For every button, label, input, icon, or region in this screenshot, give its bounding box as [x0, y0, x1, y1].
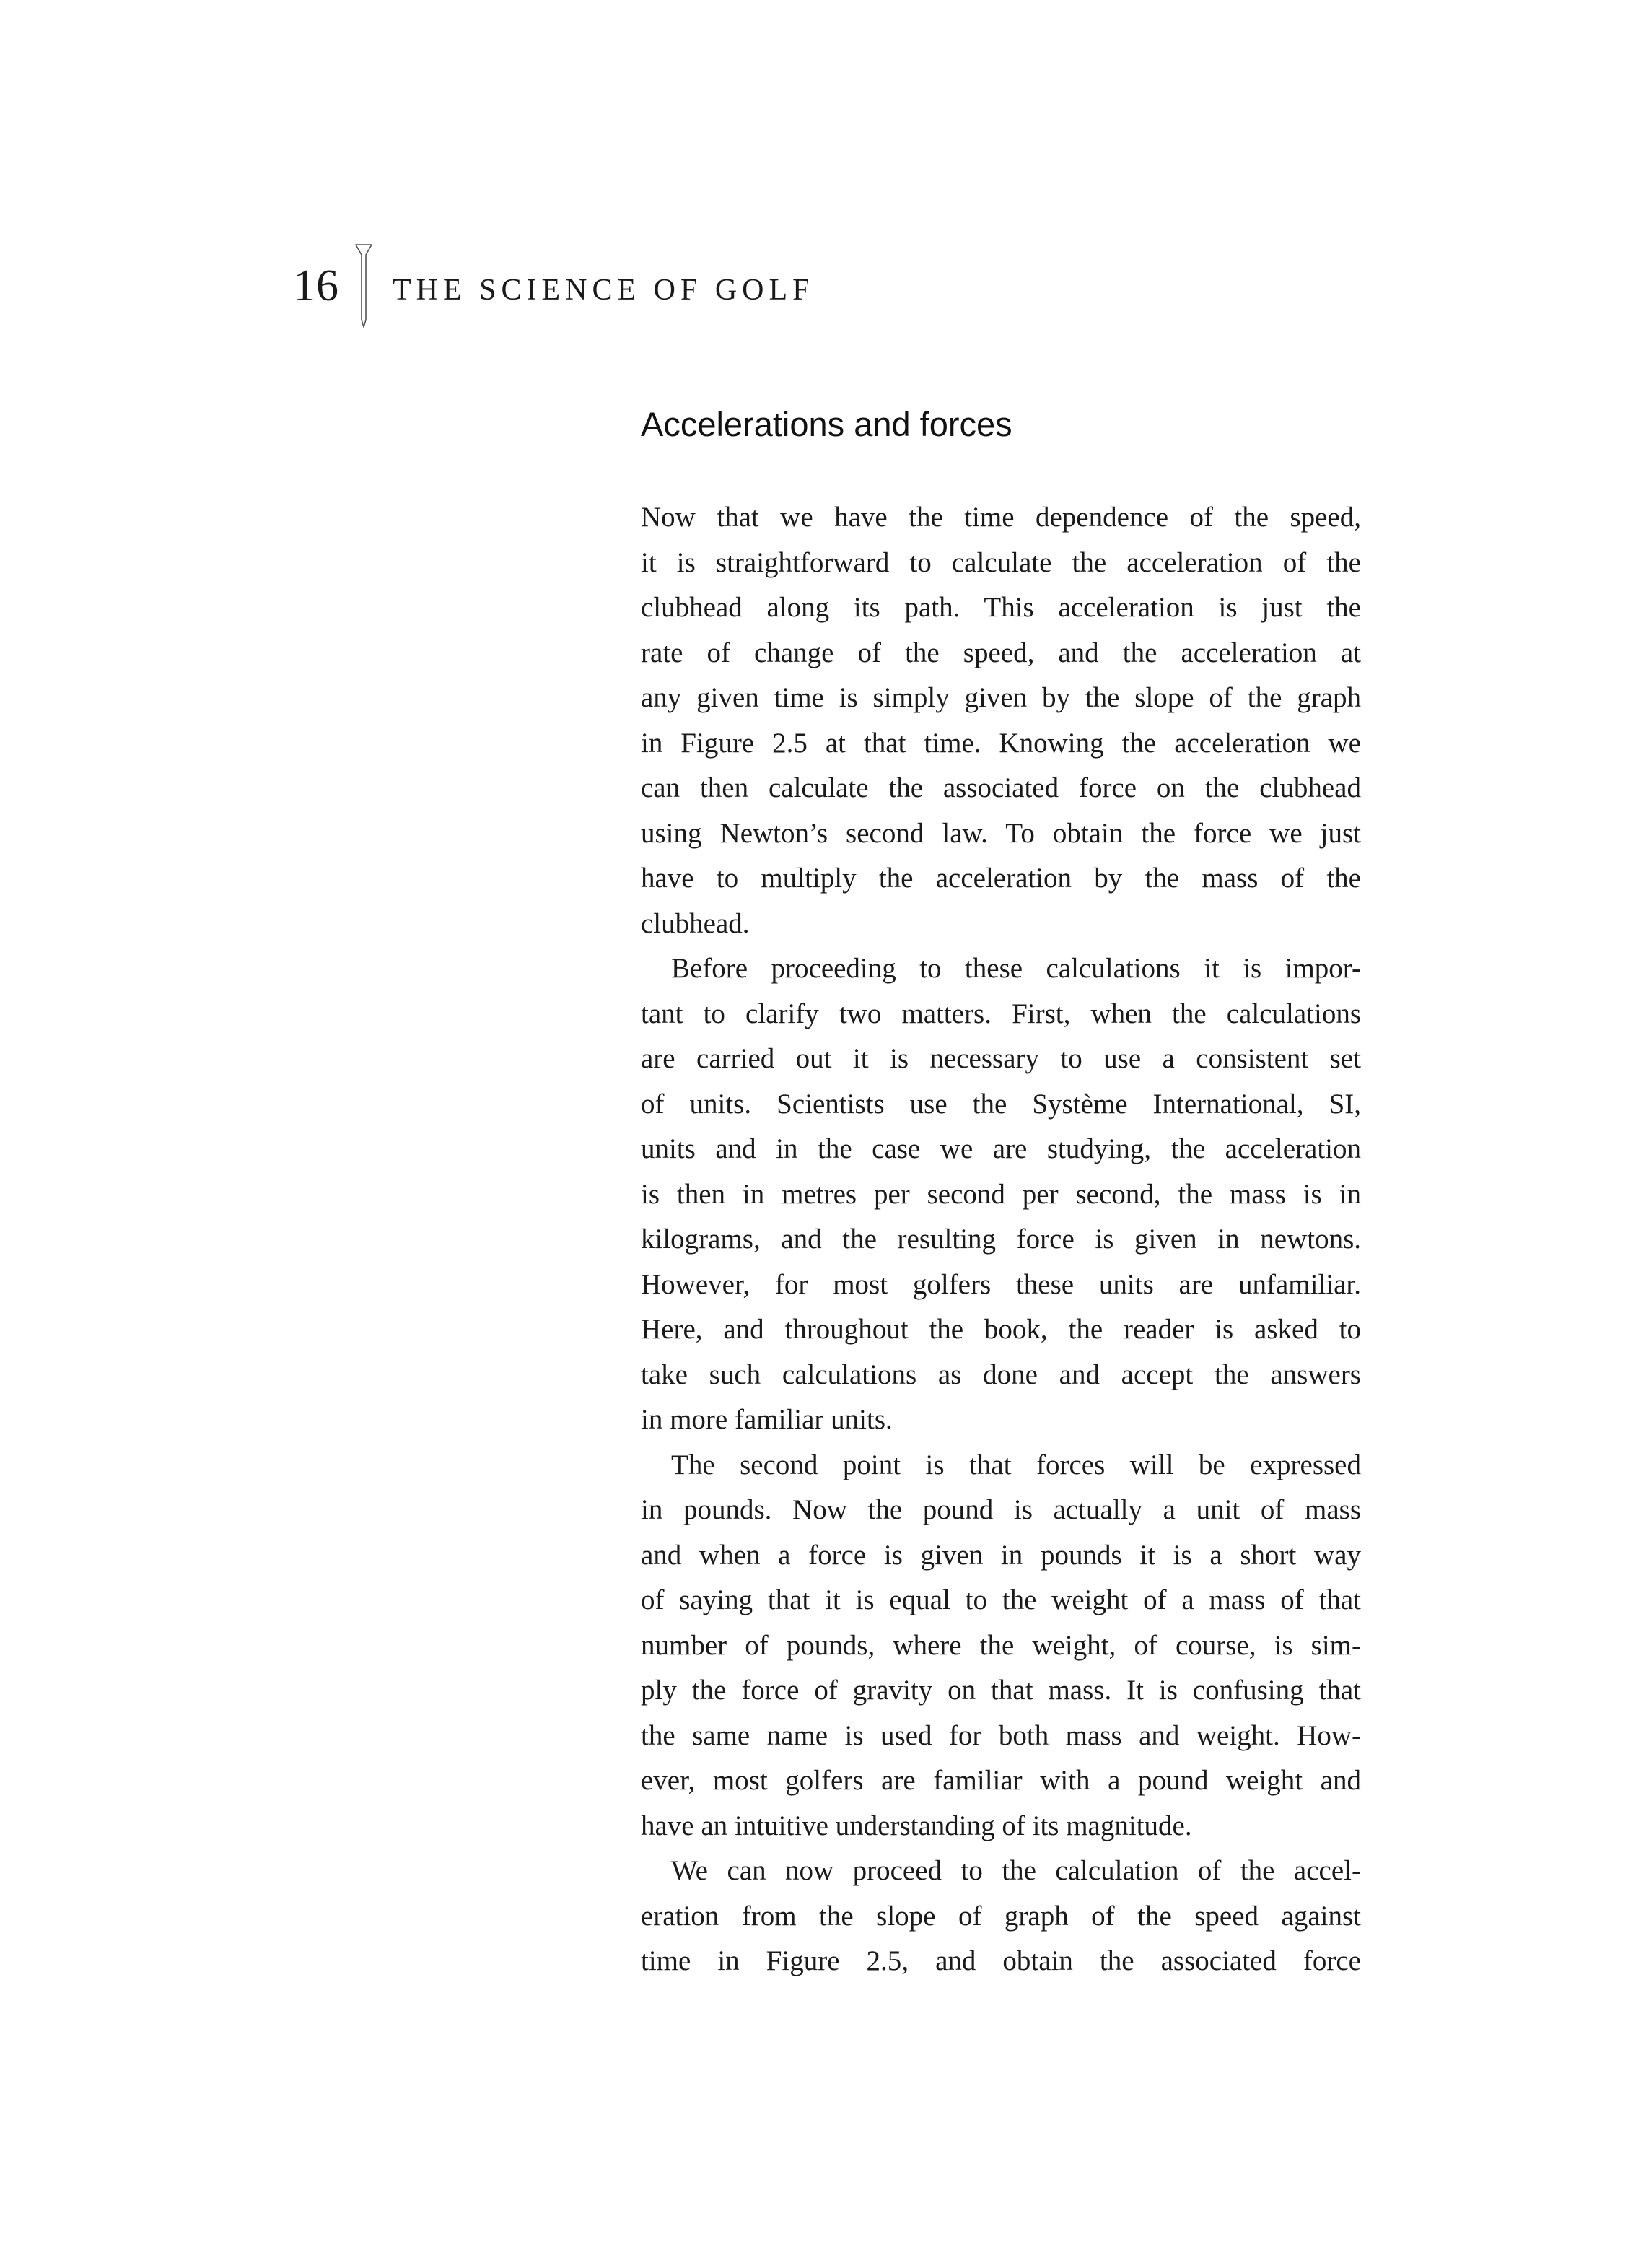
text-line: is then in metres per second per second, the mass is in	[641, 1178, 1361, 1210]
text-line: number of pounds, where the weight, of course, is sim-	[641, 1629, 1361, 1661]
text-line: any given time is simply given by the slope of the graph	[641, 682, 1361, 713]
text-line: ply the force of gravity on that mass. It is confusing that	[641, 1675, 1361, 1706]
text-line: ever, most golfers are familiar with a pound weight and	[641, 1765, 1361, 1796]
text-line: have to multiply the acceleration by the mass of the	[641, 863, 1361, 894]
text-line: of units. Scientists use the Système International, SI,	[641, 1088, 1361, 1120]
body-text	[641, 495, 1361, 1984]
text-line: Before proceeding to these calculations it is impor-	[671, 953, 1361, 984]
text-line: the same name is used for both mass and weight. How-	[641, 1719, 1361, 1751]
text-line: rate of change of the speed, and the acceleration at	[641, 637, 1361, 668]
text-line: it is straightforward to calculate the acceleration of the	[641, 546, 1361, 578]
text-line: We can now proceed to the calculation of the accel-	[671, 1855, 1361, 1886]
section-heading: Accelerations and forces	[641, 405, 1012, 443]
text-line: units and in the case we are studying, the acceleration	[641, 1133, 1361, 1164]
text-line: have an intuitive understanding of its magnitude.	[641, 1810, 1192, 1841]
text-line: in pounds. Now the pound is actually a unit of mass	[641, 1494, 1361, 1525]
text-line: of saying that it is equal to the weight of a mass of that	[641, 1584, 1361, 1615]
text-line: kilograms, and the resulting force is given in newtons.	[641, 1224, 1361, 1255]
text-line: Here, and throughout the book, the reader is asked to	[641, 1314, 1361, 1345]
text-line: in more familiar units.	[641, 1404, 893, 1435]
text-line: eration from the slope of graph of the speed against	[641, 1900, 1361, 1932]
golf-tee-icon	[354, 242, 374, 328]
text-line: and when a force is given in pounds it is a short way	[641, 1539, 1361, 1571]
text-line: tant to clarify two matters. First, when the calculations	[641, 998, 1361, 1029]
text-line: However, for most golfers these units are unfamiliar.	[641, 1268, 1361, 1300]
running-title: THE SCIENCE OF GOLF	[393, 274, 815, 307]
text-line: take such calculations as done and accept the answers	[641, 1358, 1361, 1390]
text-line: The second point is that forces will be expressed	[671, 1449, 1361, 1480]
text-line: clubhead along its path. This acceleration is just the	[641, 592, 1361, 623]
text-line: using Newton’s second law. To obtain the force we just	[641, 817, 1361, 849]
text-line: in Figure 2.5 at that time. Knowing the acceleration we	[641, 727, 1361, 759]
text-line: time in Figure 2.5, and obtain the associated force	[641, 1945, 1361, 1976]
text-line: clubhead.	[641, 907, 750, 939]
text-line: can then calculate the associated force on the clubhead	[641, 772, 1361, 803]
text-line: Now that we have the time dependence of the speed,	[641, 502, 1361, 533]
text-line: are carried out it is necessary to use a consistent set	[641, 1043, 1361, 1074]
page-number: 16	[293, 261, 339, 310]
